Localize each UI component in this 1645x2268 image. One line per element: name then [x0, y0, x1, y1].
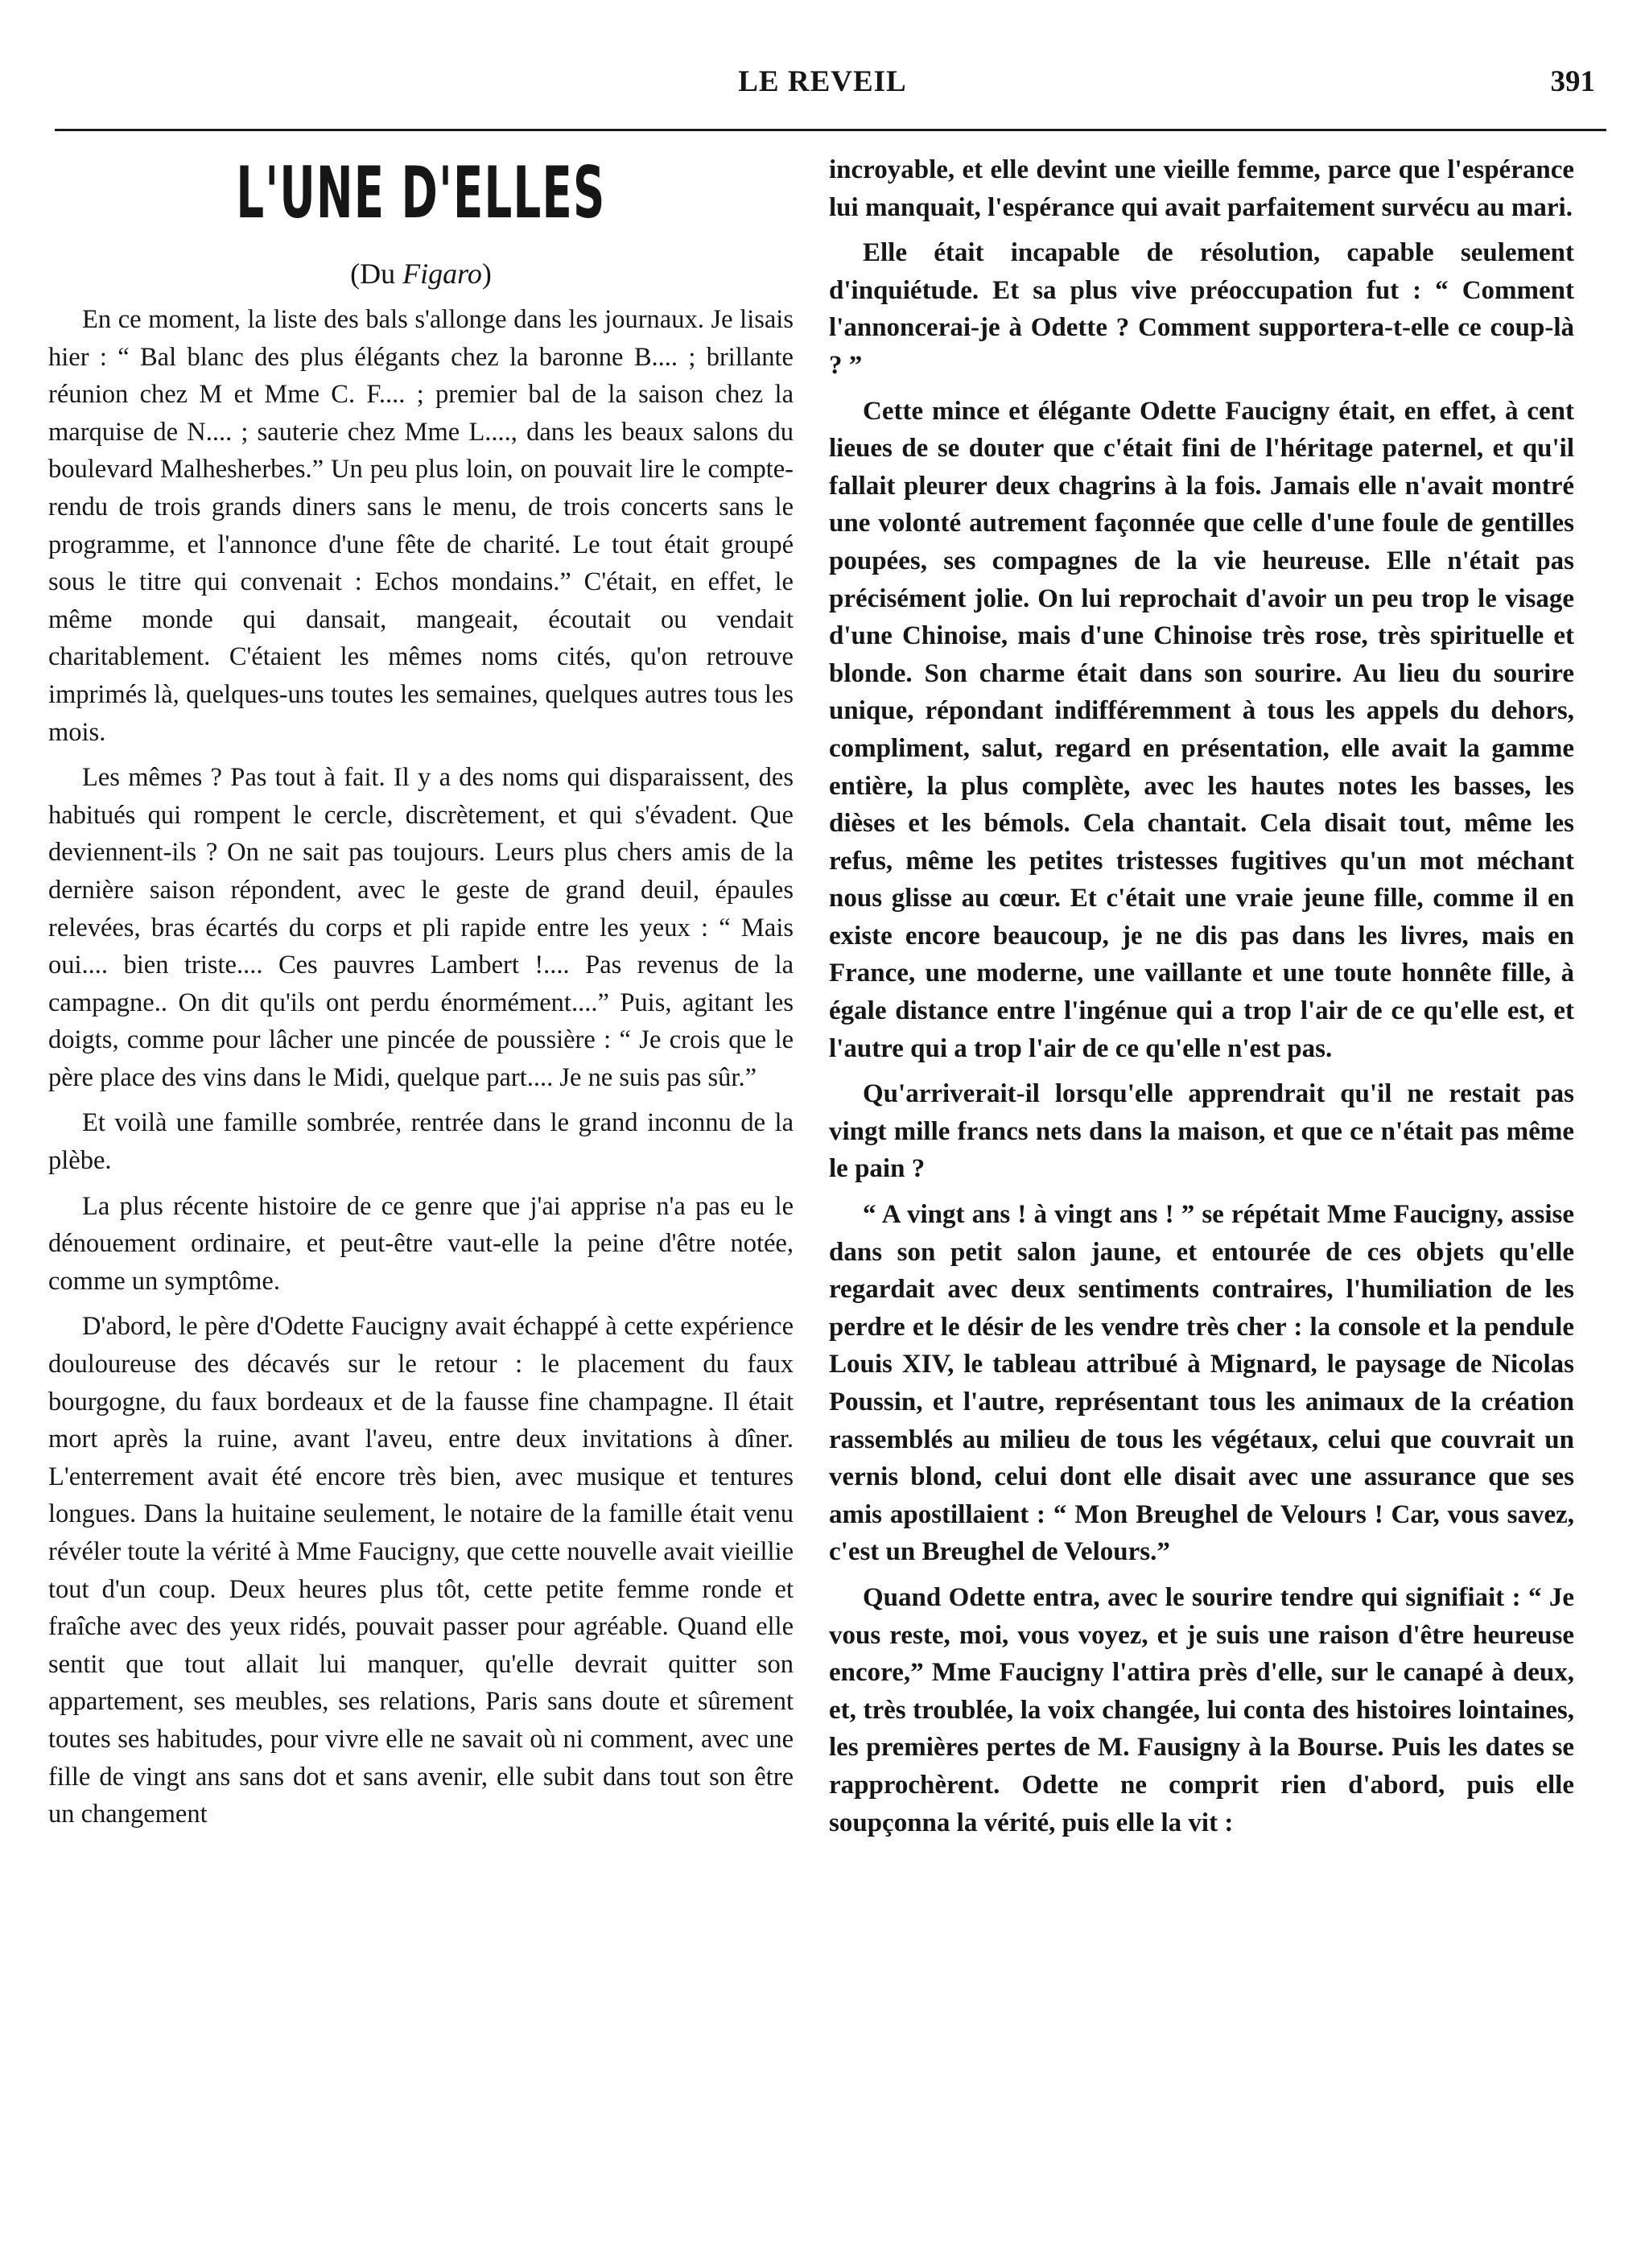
paragraph: La plus récente histoire de ce genre que j'ai apprise n'a pas eu le dénouement ordinaire, et peut-être vaut-elle la peine d'être notée, comme un symptôme.: [48, 1191, 794, 1296]
left-column: [48, 151, 794, 1841]
article-source: [48, 253, 794, 295]
paragraph: En ce moment, la liste des bals s'allonge dans les journaux. Je lisais hier : “ Bal blanc des plus élégants chez la baronne B.... ; brillante réunion chez M et Mme C. F.... ; premier bal de la saison chez la marquise de N.... ; sauterie chez Mme L...., dans les beaux salons du boulevard Malhesherbes.” Un peu plus loin, on pouvait lire le compte-rendu de trois grands diners sans le menu, de trois concerts sans le programme, et l'annonce d'une fête de charité. Le tout était groupé sous le titre qui convenait : Echos mondains.” C'était, en effet, le même monde qui dansait, mangeait, écoutait ou vendait charitablement. C'étaient les mêmes noms cités, qu'on retrouve imprimés là, quelques-uns toutes les semaines, quelques autres tous les mois.: [48, 305, 794, 747]
paragraph: Les mêmes ? Pas tout à fait. Il y a des noms qui disparaissent, des habitués qui rompent le cercle, discrètement, et qui s'évadent. Que deviennent-ils ? On ne sait pas toujours. Leurs plus chers amis de la dernière saison répondent, avec le geste de grand deuil, épaules relevées, bras écartés du corps et pli rapide entre les yeux : “ Mais oui.... bien triste.... Ces pauvres Lambert !.... Pas revenus de la campagne.. On dit qu'ils ont perdu énormément....” Puis, agitant les doigts, comme pour lâcher une pincée de poussière : “ Je crois que le père place des vins dans le Midi, quelque part.... Je ne suis pas sûr.”: [48, 763, 794, 1092]
source-name: Figaro: [402, 258, 482, 290]
page-number: 391: [1550, 65, 1595, 98]
paragraph: Et voilà une famille sombrée, rentrée dans le grand inconnu de la plèbe.: [48, 1108, 794, 1176]
header-rule: [55, 129, 1606, 131]
paragraph: Qu'arriverait-il lorsqu'elle apprendrait qu'il ne restait pas vingt mille francs nets dans la maison, et que ce n'était pas même le pain ?: [829, 1079, 1574, 1184]
source-close: ): [481, 258, 492, 290]
right-column: [829, 151, 1574, 1849]
page-header: [0, 64, 1645, 113]
paragraph: Cette mince et élégante Odette Faucigny était, en effet, à cent lieues de se douter que c'était fini de l'héritage paternel, et qu'il fallait pleurer deux chagrins à la fois. Jamais elle n'avait montré une volonté autrement façonnée que celle d'une foule de gentilles poupées, ses compagnes de la vie heureuse. Elle n'était pas précisément jolie. On lui reprochait d'avoir un peu trop le visage d'une Chinoise, mais d'une Chinoise très rose, très spirituelle et blonde. Son charme était dans son sourire. Au lieu du sourire unique, répondant indifféremment à tous les appels du dehors, compliment, salut, regard en présentation, elle avait la gamme entière, la plus complète, avec les hautes notes les basses, les dièses et les bémols. Cela chantait. Cela disait tout, même les refus, même les petites tristesses fugitives qu'un mot méchant nous glisse au cœur. Et c'était une vraie jeune fille, comme il en existe encore beaucoup, je ne dis pas dans les livres, mais en France, une moderne, une vaillante et une toute honnête fille, à égale distance entre l'ingénue qui a trop l'air de ce qu'elle est, et l'autre qui a trop l'air de ce qu'elle n'est pas.: [829, 396, 1574, 1063]
article-title: L'UNE D'ELLES: [236, 151, 606, 234]
paragraph: incroyable, et elle devint une vieille femme, parce que l'espérance lui manquait, l'espérance qui avait parfaitement survécu au mari.: [829, 155, 1574, 222]
paragraph: Elle était incapable de résolution, capable seulement d'inquiétude. Et sa plus vive préoccupation fut : “ Comment l'annoncerai-je à Odette ? Comment supportera-t-elle ce coup-là ? ”: [829, 238, 1574, 380]
paragraph: D'abord, le père d'Odette Faucigny avait échappé à cette expérience douloureuse des décavés sur le retour : le placement du faux bourgogne, du faux bordeaux et de la fausse fine champagne. Il était mort après la ruine, avant l'aveu, entre deux invitations à dîner. L'enterrement avait été encore très bien, avec musique et tentures longues. Dans la huitaine seulement, le notaire de la famille était venu révéler toute la vérité à Mme Faucigny, que cette nouvelle avait vieillie tout d'un coup. Deux heures plus tôt, cette petite femme ronde et fraîche avec des yeux ridés, pouvait passer pour agréable. Quand elle sentit que tout allait lui manquer, qu'elle devrait quitter son appartement, ses meubles, ses relations, Paris sans doute et sûrement toutes ses habitudes, pour vivre elle ne savait où ni comment, avec une fille de vingt ans sans dot et sans avenir, elle subit dans tout son être un changement: [48, 1312, 794, 1829]
source-open: (Du: [350, 258, 403, 290]
paragraph: Quand Odette entra, avec le sourire tendre qui signifiait : “ Je vous reste, moi, vous voyez, et je suis une raison d'être heureuse encore,” Mme Faucigny l'attira près d'elle, sur le canapé à deux, et, très troublée, la voix changée, lui conta des histoires lointaines, les premières pertes de M. Fausigny à la Bourse. Puis les dates se rapprochèrent. Odette ne comprit rien d'abord, puis elle soupçonna la vérité, puis elle la vit :: [829, 1582, 1574, 1837]
journal-title: LE REVEIL: [738, 65, 907, 98]
paragraph: “ A vingt ans ! à vingt ans ! ” se répétait Mme Faucigny, assise dans son petit salon jaune, et entourée de ces objets qu'elle regardait avec deux sentiments contraires, l'humiliation de les perdre et le désir de les vendre très cher : la console et la pendule Louis XIV, le tableau attribué à Mignard, le paysage de Nicolas Poussin, et l'autre, représentant tous les animaux de la création rassemblés au milieu de tous les végétaux, celui que couvrait un vernis blond, celui dont elle disait avec une assurance que ses amis apostillaient : “ Mon Breughel de Velours ! Car, vous savez, c'est un Breughel de Velours.”: [829, 1200, 1574, 1567]
